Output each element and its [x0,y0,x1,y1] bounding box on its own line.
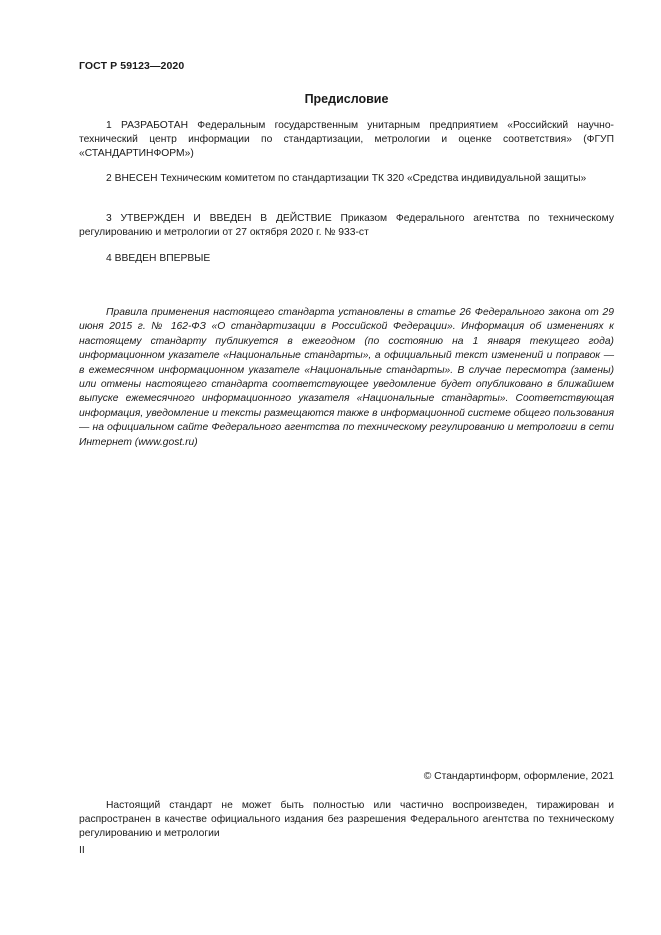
copyright-notice: © Стандартинформ, оформление, 2021 [423,771,614,782]
page-title: Предисловие [304,92,389,106]
preface-item-approved: 3 УТВЕРЖДЕН И ВВЕДЕН В ДЕЙСТВИЕ Приказом Федерального агентства по техническому регулированию и метрологии от 27 октября 2020 г. № 933-ст [79,213,614,238]
application-rules-notice: Правила применения настоящего стандарта установлены в статье 26 Федерального закона от 29 июня 2015 г. № 162-ФЗ «О стандартизации в Российской Федерации». Информация об изменениях к настоящему стандарту публикуется в ежегодном (по состоянию на 1 января текущего года) информационном указателе «Национальные стандарты», а официальный текст изменений и поправок — в ежемесячном информационном указателе «Национальные стандарты». В случае пересмотра (замены) или отмены настоящего стандарта соответствующее уведомление будет опубликовано в ближайшем выпуске ежемесячного информационного указателя «Национальные стандарты». Соответствующая информация, уведомление и тексты размещаются также в информационной системе общего пользования — на официальном сайте Федерального агентства по техническому регулированию и метрологии в сети Интернет (www.gost.ru) [79,307,614,448]
standard-code: ГОСТ Р 59123—2020 [79,60,185,72]
reproduction-notice: Настоящий стандарт не может быть полностью или частично воспроизведен, тиражирован и распространен в качестве официального издания без разрешения Федерального агентства по техническому регулированию и метрологии [79,800,614,839]
preface-item-submitted: 2 ВНЕСЕН Техническим комитетом по стандартизации ТК 320 «Средства индивидуальной защиты» [106,173,587,184]
preface-item-developed: 1 РАЗРАБОТАН Федеральным государственным унитарным предприятием «Российский научно-технический центр информации по стандартизации, метрологии и оценке соответствия» (ФГУП «СТАНДАРТИНФОРМ») [79,120,614,159]
page-number: II [79,845,85,856]
preface-item-first-introduced: 4 ВВЕДЕН ВПЕРВЫЕ [106,253,211,264]
